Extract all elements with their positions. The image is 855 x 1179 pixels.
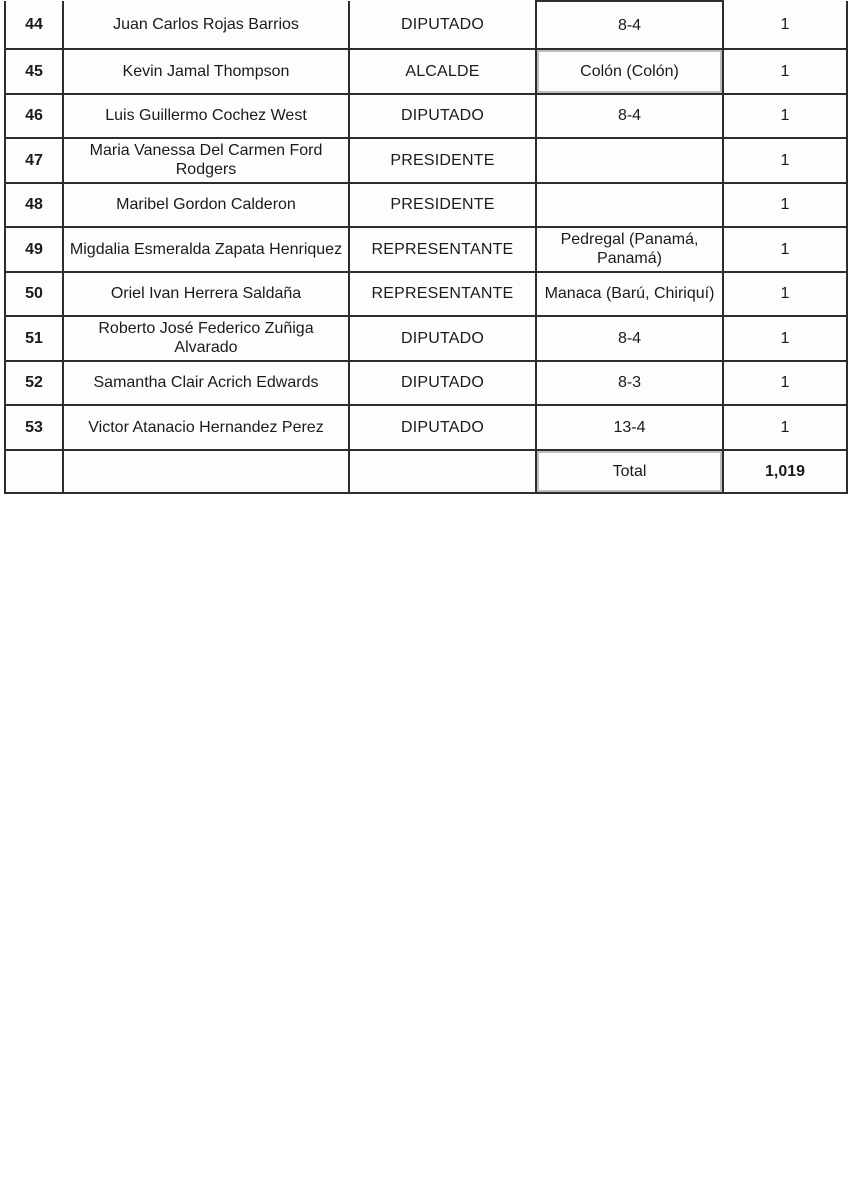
cell-position: DIPUTADO	[349, 94, 536, 139]
cell-position: PRESIDENTE	[349, 183, 536, 228]
cell-name: Luis Guillermo Cochez West	[63, 94, 349, 139]
cell-location	[536, 183, 723, 228]
cell-location: Colón (Colón)	[536, 49, 723, 94]
cell-num: 48	[5, 183, 63, 228]
cell-count: 1	[723, 405, 847, 450]
cell-num: 47	[5, 138, 63, 183]
cell-count: 1	[723, 94, 847, 139]
cell-name: Maria Vanessa Del Carmen Ford Rodgers	[63, 138, 349, 183]
cell-num: 53	[5, 405, 63, 450]
cell-num: 50	[5, 272, 63, 317]
cell-name: Samantha Clair Acrich Edwards	[63, 361, 349, 406]
cell-location: 13-4	[536, 405, 723, 450]
cell-location: 8-3	[536, 361, 723, 406]
cell-num: 51	[5, 316, 63, 361]
cell-name: Oriel Ivan Herrera Saldaña	[63, 272, 349, 317]
table-row	[5, 227, 847, 272]
cell-count: 1	[723, 183, 847, 228]
cell-location: 8-4	[536, 1, 723, 49]
cell-name: Kevin Jamal Thompson	[63, 49, 349, 94]
cell-name: Juan Carlos Rojas Barrios	[63, 1, 349, 49]
table-row	[5, 183, 847, 228]
total-empty-number-cell	[5, 450, 63, 493]
cell-position: DIPUTADO	[349, 316, 536, 361]
cell-location: 8-4	[536, 316, 723, 361]
cell-count: 1	[723, 361, 847, 406]
table-row	[5, 49, 847, 94]
total-value: 1,019	[723, 450, 847, 493]
table-total-row	[5, 450, 847, 493]
cell-count: 1	[723, 49, 847, 94]
cell-name: Roberto José Federico Zuñiga Alvarado	[63, 316, 349, 361]
results-total	[5, 450, 847, 493]
table-row	[5, 405, 847, 450]
cell-position: REPRESENTANTE	[349, 227, 536, 272]
cell-name: Maribel Gordon Calderon	[63, 183, 349, 228]
cell-location: 8-4	[536, 94, 723, 139]
cell-position: ALCALDE	[349, 49, 536, 94]
total-label: Total	[536, 450, 723, 493]
results-rows	[5, 1, 847, 450]
cell-position: DIPUTADO	[349, 1, 536, 49]
cell-location: Pedregal (Panamá, Panamá)	[536, 227, 723, 272]
cell-location: Manaca (Barú, Chiriquí)	[536, 272, 723, 317]
cell-name: Victor Atanacio Hernandez Perez	[63, 405, 349, 450]
cell-num: 46	[5, 94, 63, 139]
cell-num: 44	[5, 1, 63, 49]
table-row	[5, 94, 847, 139]
total-empty-name-cell	[63, 450, 349, 493]
table-row	[5, 316, 847, 361]
table-row	[5, 272, 847, 317]
cell-count: 1	[723, 138, 847, 183]
cell-count: 1	[723, 227, 847, 272]
cell-num: 49	[5, 227, 63, 272]
table-row	[5, 138, 847, 183]
cell-position: REPRESENTANTE	[349, 272, 536, 317]
total-empty-position-cell	[349, 450, 536, 493]
cell-count: 1	[723, 316, 847, 361]
table-row	[5, 1, 847, 49]
cell-num: 52	[5, 361, 63, 406]
cell-position: DIPUTADO	[349, 405, 536, 450]
table-row	[5, 361, 847, 406]
cell-count: 1	[723, 272, 847, 317]
cell-count: 1	[723, 1, 847, 49]
cell-position: DIPUTADO	[349, 361, 536, 406]
results-table	[4, 0, 848, 494]
cell-position: PRESIDENTE	[349, 138, 536, 183]
cell-location	[536, 138, 723, 183]
cell-num: 45	[5, 49, 63, 94]
cell-name: Migdalia Esmeralda Zapata Henriquez	[63, 227, 349, 272]
